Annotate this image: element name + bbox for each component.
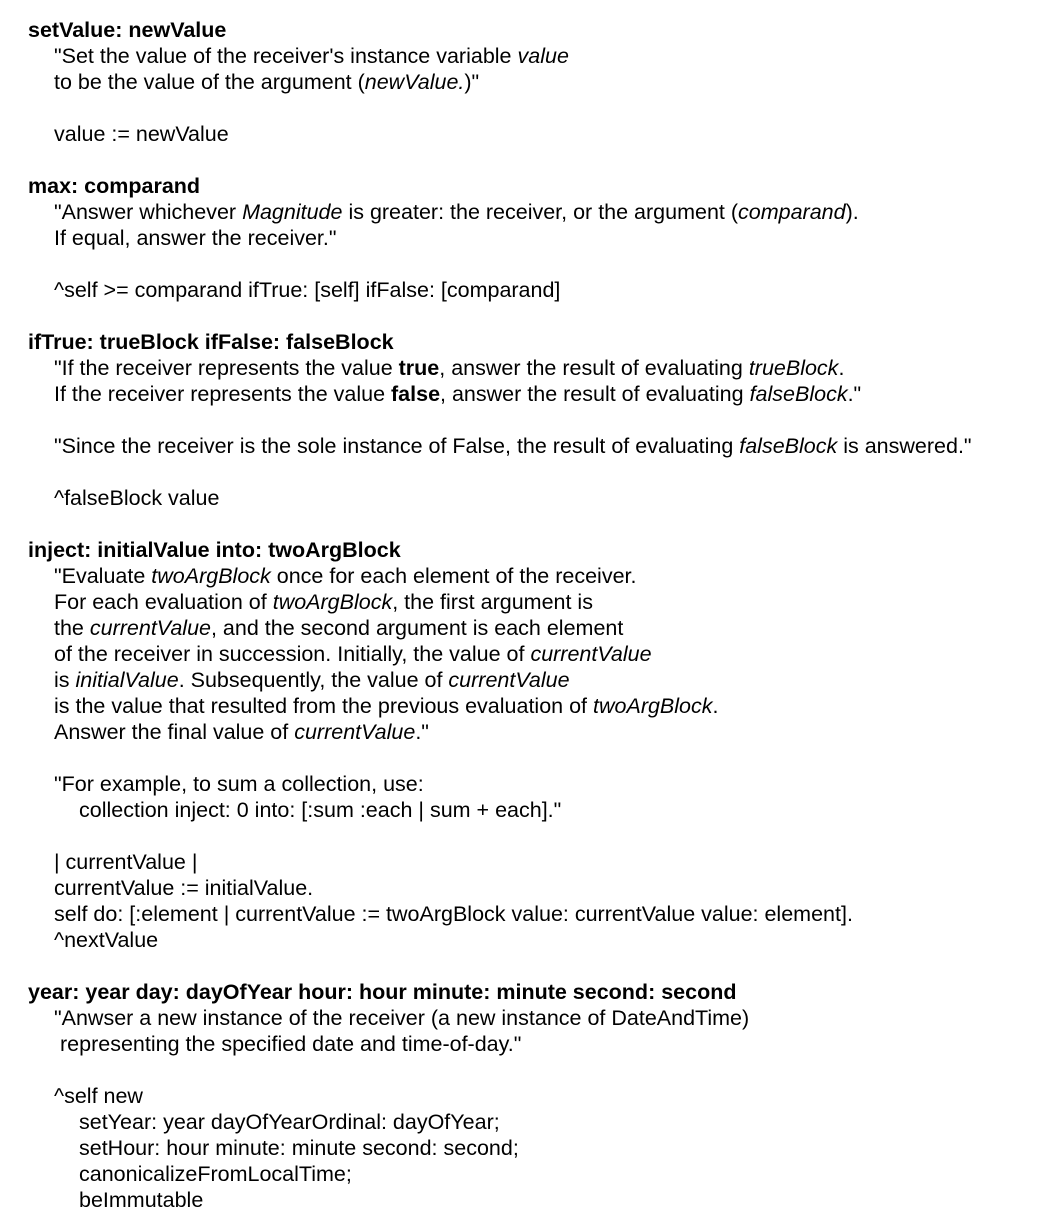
method-comment-line: "Answer whichever Magnitude is greater: the receiver, or the argument (comparand).: [54, 200, 859, 224]
method-code-line: canonicalizeFromLocalTime;: [79, 1162, 352, 1186]
blank-line: [28, 1057, 1056, 1083]
blank-line: [28, 147, 1056, 173]
method-code-line: beImmutable: [79, 1188, 204, 1212]
method-signature: inject: initialValue into: twoArgBlock: [28, 538, 401, 562]
method-ifTrue-ifFalse: [28, 329, 1056, 537]
method-code-line: self do: [:element | currentValue := twoArgBlock value: currentValue value: element].: [54, 902, 853, 926]
blank-line: [28, 823, 1056, 849]
method-code-line: value := newValue: [54, 122, 229, 146]
method-comment-line: Answer the final value of currentValue.": [54, 720, 429, 744]
method-code-line: ^self new: [54, 1084, 143, 1108]
method-comment-line: If equal, answer the receiver.": [54, 226, 337, 250]
method-comment-line: If the receiver represents the value false, answer the result of evaluating falseBlock.": [54, 382, 862, 406]
method-signature: setValue: newValue: [28, 18, 227, 42]
blank-line: [28, 95, 1056, 121]
method-inject-into: [28, 537, 1056, 979]
blank-line: [28, 303, 1056, 329]
method-comment-line: "Set the value of the receiver's instance variable value: [54, 44, 569, 68]
method-comment-line: For each evaluation of twoArgBlock, the first argument is: [54, 590, 593, 614]
method-comment-line: "For example, to sum a collection, use:: [54, 772, 424, 796]
blank-line: [28, 745, 1056, 771]
method-code-line: ^falseBlock value: [54, 486, 220, 510]
method-listing: [28, 17, 1056, 1213]
method-comment-line: is initialValue. Subsequently, the value of currentValue: [54, 668, 570, 692]
blank-line: [28, 953, 1056, 979]
method-comment-line: representing the specified date and time-of-day.": [60, 1032, 522, 1056]
blank-line: [28, 251, 1056, 277]
method-code-line: setYear: year dayOfYearOrdinal: dayOfYear;: [79, 1110, 500, 1134]
method-year-day-hour-minute-second: [28, 979, 1056, 1213]
blank-line: [28, 407, 1056, 433]
method-comment-line: to be the value of the argument (newValue.)": [54, 70, 480, 94]
method-comment-line: collection inject: 0 into: [:sum :each | sum + each].": [79, 798, 562, 822]
method-signature: ifTrue: trueBlock ifFalse: falseBlock: [28, 330, 394, 354]
method-code-line: | currentValue |: [54, 850, 198, 874]
method-signature: year: year day: dayOfYear hour: hour minute: minute second: second: [28, 980, 737, 1004]
method-comment-line: is the value that resulted from the previous evaluation of twoArgBlock.: [54, 694, 719, 718]
method-max: [28, 173, 1056, 329]
method-comment-line: "Evaluate twoArgBlock once for each element of the receiver.: [54, 564, 637, 588]
method-comment-line: "Anwser a new instance of the receiver (a new instance of DateAndTime): [54, 1006, 750, 1030]
method-code-line: ^self >= comparand ifTrue: [self] ifFalse: [comparand]: [54, 278, 561, 302]
method-code-line: ^nextValue: [54, 928, 159, 952]
method-code-line: setHour: hour minute: minute second: second;: [79, 1136, 519, 1160]
method-comment-line: the currentValue, and the second argument is each element: [54, 616, 624, 640]
method-comment-line: "Since the receiver is the sole instance of False, the result of evaluating falseBlock is answered.": [54, 434, 972, 458]
blank-line: [28, 511, 1056, 537]
method-code-line: currentValue := initialValue.: [54, 876, 314, 900]
blank-line: [28, 459, 1056, 485]
method-comment-line: "If the receiver represents the value true, answer the result of evaluating trueBlock.: [54, 356, 845, 380]
method-setValue: [28, 17, 1056, 173]
method-comment-line: of the receiver in succession. Initially, the value of currentValue: [54, 642, 652, 666]
method-signature: max: comparand: [28, 174, 201, 198]
